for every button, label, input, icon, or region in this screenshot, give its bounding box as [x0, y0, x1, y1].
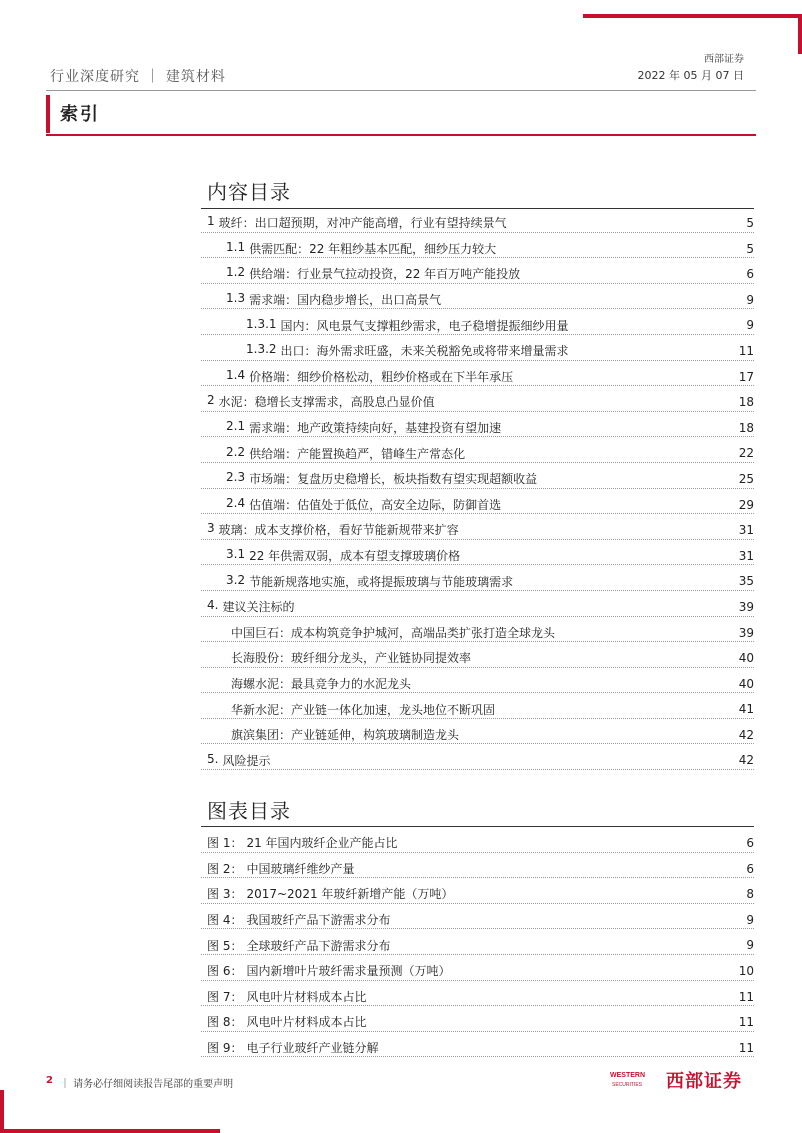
page-ref: 25 [738, 471, 754, 486]
dot-leader [201, 852, 754, 853]
entry-content [231, 624, 557, 641]
section-title: 供给端：行业景气拉动投资，22 年百万吨产能投放 [249, 267, 521, 282]
section-title: 供给端：产能置换趋严，错峰生产常态化 [249, 446, 466, 461]
entry-content [207, 393, 437, 410]
page-ref: 18 [738, 420, 754, 435]
dot-leader [201, 590, 754, 591]
entry-content [207, 598, 296, 615]
figure-caption: 电子行业玻纤产业链分解 [246, 1041, 379, 1056]
entry-content [231, 701, 497, 718]
figure-caption: 2017~2021 年玻纤新增产能（万吨） [246, 887, 454, 902]
figure-entry[interactable] [201, 881, 754, 907]
report-category: 行业深度研究 ｜ 建筑材料 [50, 69, 226, 85]
figures-title-rule [201, 826, 754, 827]
toc-entry[interactable] [201, 389, 754, 415]
figure-entry[interactable] [201, 932, 754, 958]
figures-title: 图表目录 [207, 799, 291, 823]
dot-leader [201, 513, 754, 514]
entry-content [231, 726, 461, 743]
page-ref: 9 [746, 292, 754, 307]
figure-entry[interactable] [201, 830, 754, 856]
section-number: 1.3.2 [246, 342, 277, 357]
entry-content [226, 496, 503, 513]
section-number: 1.1 [226, 239, 246, 254]
section-title: 估值端：估值处于低位，高安全边际，防御首选 [249, 497, 502, 512]
page-ref: 6 [746, 267, 754, 282]
entry-content [226, 445, 467, 462]
index-accent-bar [46, 95, 50, 133]
toc-entry[interactable] [201, 543, 754, 569]
page-ref: 22 [738, 446, 754, 461]
toc-entry[interactable] [201, 312, 754, 338]
entry-content [207, 988, 368, 1005]
top-accent-rule [583, 14, 802, 18]
page-ref: 39 [738, 599, 754, 614]
toc-entry[interactable] [201, 338, 754, 364]
dot-leader [201, 539, 754, 540]
section-number: 2.2 [226, 444, 246, 459]
section-title: 长海股份：玻纤细分龙头，产业链协同提效率 [231, 651, 472, 666]
index-title: 索引 [60, 104, 100, 125]
page-ref: 11 [738, 1040, 754, 1055]
entry-content [246, 317, 571, 334]
page-ref: 17 [738, 369, 754, 384]
figure-caption: 国内新增叶片玻纤需求量预测（万吨） [246, 964, 451, 979]
entry-content [207, 911, 392, 928]
section-title: 出口：海外需求旺盛，未来关税豁免或将带来增量需求 [280, 344, 569, 359]
logo-chinese-name: 西部证券 [666, 1071, 742, 1092]
page-ref: 11 [738, 343, 754, 358]
table-of-contents [201, 210, 754, 773]
figure-number: 图 9： [207, 1041, 243, 1056]
figure-number: 图 1： [207, 836, 243, 851]
top-accent-rule-vertical [798, 14, 802, 54]
figure-entry[interactable] [201, 907, 754, 933]
toc-entry[interactable] [201, 261, 754, 287]
header-divider [46, 90, 756, 91]
bottom-corner-rule-horizontal [0, 1129, 220, 1133]
section-title: 22 年供需双弱，成本有望支撑玻璃价格 [249, 549, 461, 564]
dot-leader [201, 283, 754, 284]
figure-number: 图 4： [207, 913, 243, 928]
toc-title-rule [201, 208, 754, 209]
figure-number: 图 6： [207, 964, 243, 979]
section-title: 价格端：细纱价格松动，粗纱价格或在下半年承压 [249, 369, 514, 384]
section-number: 1.2 [226, 265, 246, 280]
entry-content [207, 885, 455, 902]
figure-caption: 风电叶片材料成本占比 [246, 989, 367, 1004]
logo-english-name: WESTERN [610, 1072, 645, 1079]
entry-content [207, 521, 461, 538]
section-title: 需求端：地产政策持续向好，基建投资有望加速 [249, 421, 502, 436]
dot-leader [201, 232, 754, 233]
dot-leader [201, 436, 754, 437]
dot-leader [201, 462, 754, 463]
entry-content [207, 1013, 368, 1030]
toc-entry[interactable] [201, 415, 754, 441]
toc-entry[interactable] [201, 517, 754, 543]
entry-content [207, 214, 509, 231]
page-ref: 42 [738, 727, 754, 742]
dot-leader [201, 769, 754, 770]
entry-content [246, 342, 571, 359]
figure-number: 图 5： [207, 938, 243, 953]
entry-content [207, 834, 400, 851]
section-title: 玻璃：成本支撑价格，看好节能新规带来扩容 [218, 523, 459, 538]
dot-leader [201, 385, 754, 386]
figure-entry[interactable] [201, 984, 754, 1010]
section-title: 需求端：国内稳步增长，出口高景气 [249, 293, 442, 308]
page-ref: 9 [746, 938, 754, 953]
figure-number: 图 8： [207, 1015, 243, 1030]
entry-content [207, 937, 392, 954]
section-number: 2.4 [226, 495, 246, 510]
toc-entry[interactable] [201, 568, 754, 594]
dot-leader [201, 257, 754, 258]
figure-number: 图 2： [207, 861, 243, 876]
section-number: 2.1 [226, 419, 246, 434]
dot-leader [201, 903, 754, 904]
figure-entry[interactable] [201, 1035, 754, 1061]
section-title: 风险提示 [222, 753, 271, 768]
page-ref: 40 [738, 676, 754, 691]
page-ref: 42 [738, 753, 754, 768]
dot-leader [201, 308, 754, 309]
logo-mark [610, 1069, 658, 1091]
figure-number: 图 7： [207, 989, 243, 1004]
entry-content [226, 547, 462, 564]
toc-entry[interactable] [201, 287, 754, 313]
entry-content [226, 291, 443, 308]
logo-english-sub: SECURITIES [612, 1082, 643, 1088]
dot-leader [201, 692, 754, 693]
page-ref: 6 [746, 861, 754, 876]
toc-entry[interactable] [201, 440, 754, 466]
page-ref: 31 [738, 523, 754, 538]
page-ref: 35 [738, 574, 754, 589]
entry-content [231, 675, 413, 692]
figure-entry[interactable] [201, 1009, 754, 1035]
section-number: 1.3 [226, 291, 246, 306]
index-divider [46, 134, 756, 136]
entry-content [207, 752, 272, 769]
page-ref: 31 [738, 548, 754, 563]
section-title: 供需匹配：22 年粗纱基本匹配，细纱压力较大 [249, 241, 497, 256]
toc-entry[interactable] [201, 236, 754, 262]
page-ref: 39 [738, 625, 754, 640]
page-ref: 11 [738, 989, 754, 1004]
section-title: 玻纤：出口超预期，对冲产能高增，行业有望持续景气 [218, 216, 507, 231]
entry-content [226, 419, 503, 436]
entry-content [226, 368, 515, 385]
dot-leader [201, 360, 754, 361]
section-title: 中国巨石：成本构筑竞争护城河，高端品类扩张打造全球龙头 [231, 625, 556, 640]
page-ref: 41 [738, 702, 754, 717]
toc-entry[interactable] [201, 671, 754, 697]
figure-caption: 中国玻璃纤维纱产量 [246, 861, 355, 876]
toc-entry[interactable] [201, 722, 754, 748]
figure-caption: 风电叶片材料成本占比 [246, 1015, 367, 1030]
entry-content [226, 573, 515, 590]
page-ref: 9 [746, 912, 754, 927]
dot-leader [201, 954, 754, 955]
section-title: 华新水泥：产业链一体化加速，龙头地位不断巩固 [231, 702, 496, 717]
entry-content [226, 240, 498, 257]
figure-caption: 我国玻纤产品下游需求分布 [246, 913, 391, 928]
dot-leader [201, 1031, 754, 1032]
page-ref: 29 [738, 497, 754, 512]
section-number: 1.4 [226, 367, 246, 382]
figure-entry[interactable] [201, 958, 754, 984]
dot-leader [201, 488, 754, 489]
company-name: 西部证券 [704, 54, 744, 65]
entry-content [231, 649, 473, 666]
page-number: 2 [46, 1075, 53, 1086]
dot-leader [201, 1056, 754, 1057]
dot-leader [201, 411, 754, 412]
dot-leader [201, 743, 754, 744]
section-title: 建议关注标的 [222, 600, 295, 615]
dot-leader [201, 718, 754, 719]
section-title: 节能新规落地实施，或将提振玻璃与节能玻璃需求 [249, 574, 514, 589]
toc-entry[interactable] [201, 620, 754, 646]
report-date: 2022 年 05 月 07 日 [637, 69, 744, 82]
dot-leader [201, 616, 754, 617]
toc-entry[interactable] [201, 466, 754, 492]
toc-entry[interactable] [201, 364, 754, 390]
dot-leader [201, 641, 754, 642]
dot-leader [201, 877, 754, 878]
footer-disclaimer: ｜ 请务必仔细阅读报告尾部的重要声明 [60, 1079, 234, 1090]
page-ref: 10 [738, 963, 754, 978]
section-title: 海螺水泥：最具竞争力的水泥龙头 [231, 676, 412, 691]
page-ref: 9 [746, 318, 754, 333]
toc-entry[interactable] [201, 594, 754, 620]
toc-title: 内容目录 [207, 180, 291, 204]
bottom-corner-rule-vertical [0, 1090, 4, 1133]
section-title: 旗滨集团：产业链延伸，构筑玻璃制造龙头 [231, 728, 460, 743]
section-number: 2 [207, 393, 215, 408]
figure-caption: 21 年国内玻纤企业产能占比 [246, 836, 398, 851]
page-ref: 6 [746, 836, 754, 850]
page-ref: 18 [738, 395, 754, 410]
section-number: 4. [207, 598, 219, 613]
entry-content [226, 265, 522, 282]
page-ref: 8 [746, 887, 754, 902]
toc-entry[interactable] [201, 747, 754, 773]
toc-entry[interactable] [201, 492, 754, 518]
section-number: 1 [207, 214, 215, 229]
section-number: 3 [207, 521, 215, 536]
section-number: 1.3.1 [246, 316, 277, 331]
dot-leader [201, 928, 754, 929]
entry-content [207, 860, 356, 877]
toc-entry[interactable] [201, 210, 754, 236]
page-ref: 5 [746, 241, 754, 256]
section-number: 5. [207, 751, 219, 766]
section-title: 水泥：稳增长支撑需求，高股息凸显价值 [218, 395, 435, 410]
dot-leader [201, 980, 754, 981]
dot-leader [201, 564, 754, 565]
figure-number: 图 3： [207, 887, 243, 902]
header-right [638, 52, 744, 84]
section-title: 国内：风电景气支撑粗纱需求，电子稳增提振细纱用量 [280, 318, 569, 333]
toc-entry[interactable] [201, 696, 754, 722]
figure-list [201, 830, 754, 1060]
dot-leader [201, 1005, 754, 1006]
entry-content [207, 962, 452, 979]
company-logo [610, 1067, 742, 1093]
dot-leader [201, 334, 754, 335]
toc-entry[interactable] [201, 645, 754, 671]
section-number: 3.1 [226, 547, 246, 562]
section-number: 2.3 [226, 470, 246, 485]
entry-content [207, 1039, 380, 1056]
page-ref: 40 [738, 651, 754, 666]
dot-leader [201, 667, 754, 668]
entry-content [226, 470, 539, 487]
figure-caption: 全球玻纤产品下游需求分布 [246, 938, 391, 953]
section-number: 3.2 [226, 572, 246, 587]
figure-entry[interactable] [201, 856, 754, 882]
section-title: 市场端：复盘历史稳增长，板块指数有望实现超额收益 [249, 472, 538, 487]
page-ref: 11 [738, 1015, 754, 1030]
page-ref: 5 [746, 216, 754, 230]
